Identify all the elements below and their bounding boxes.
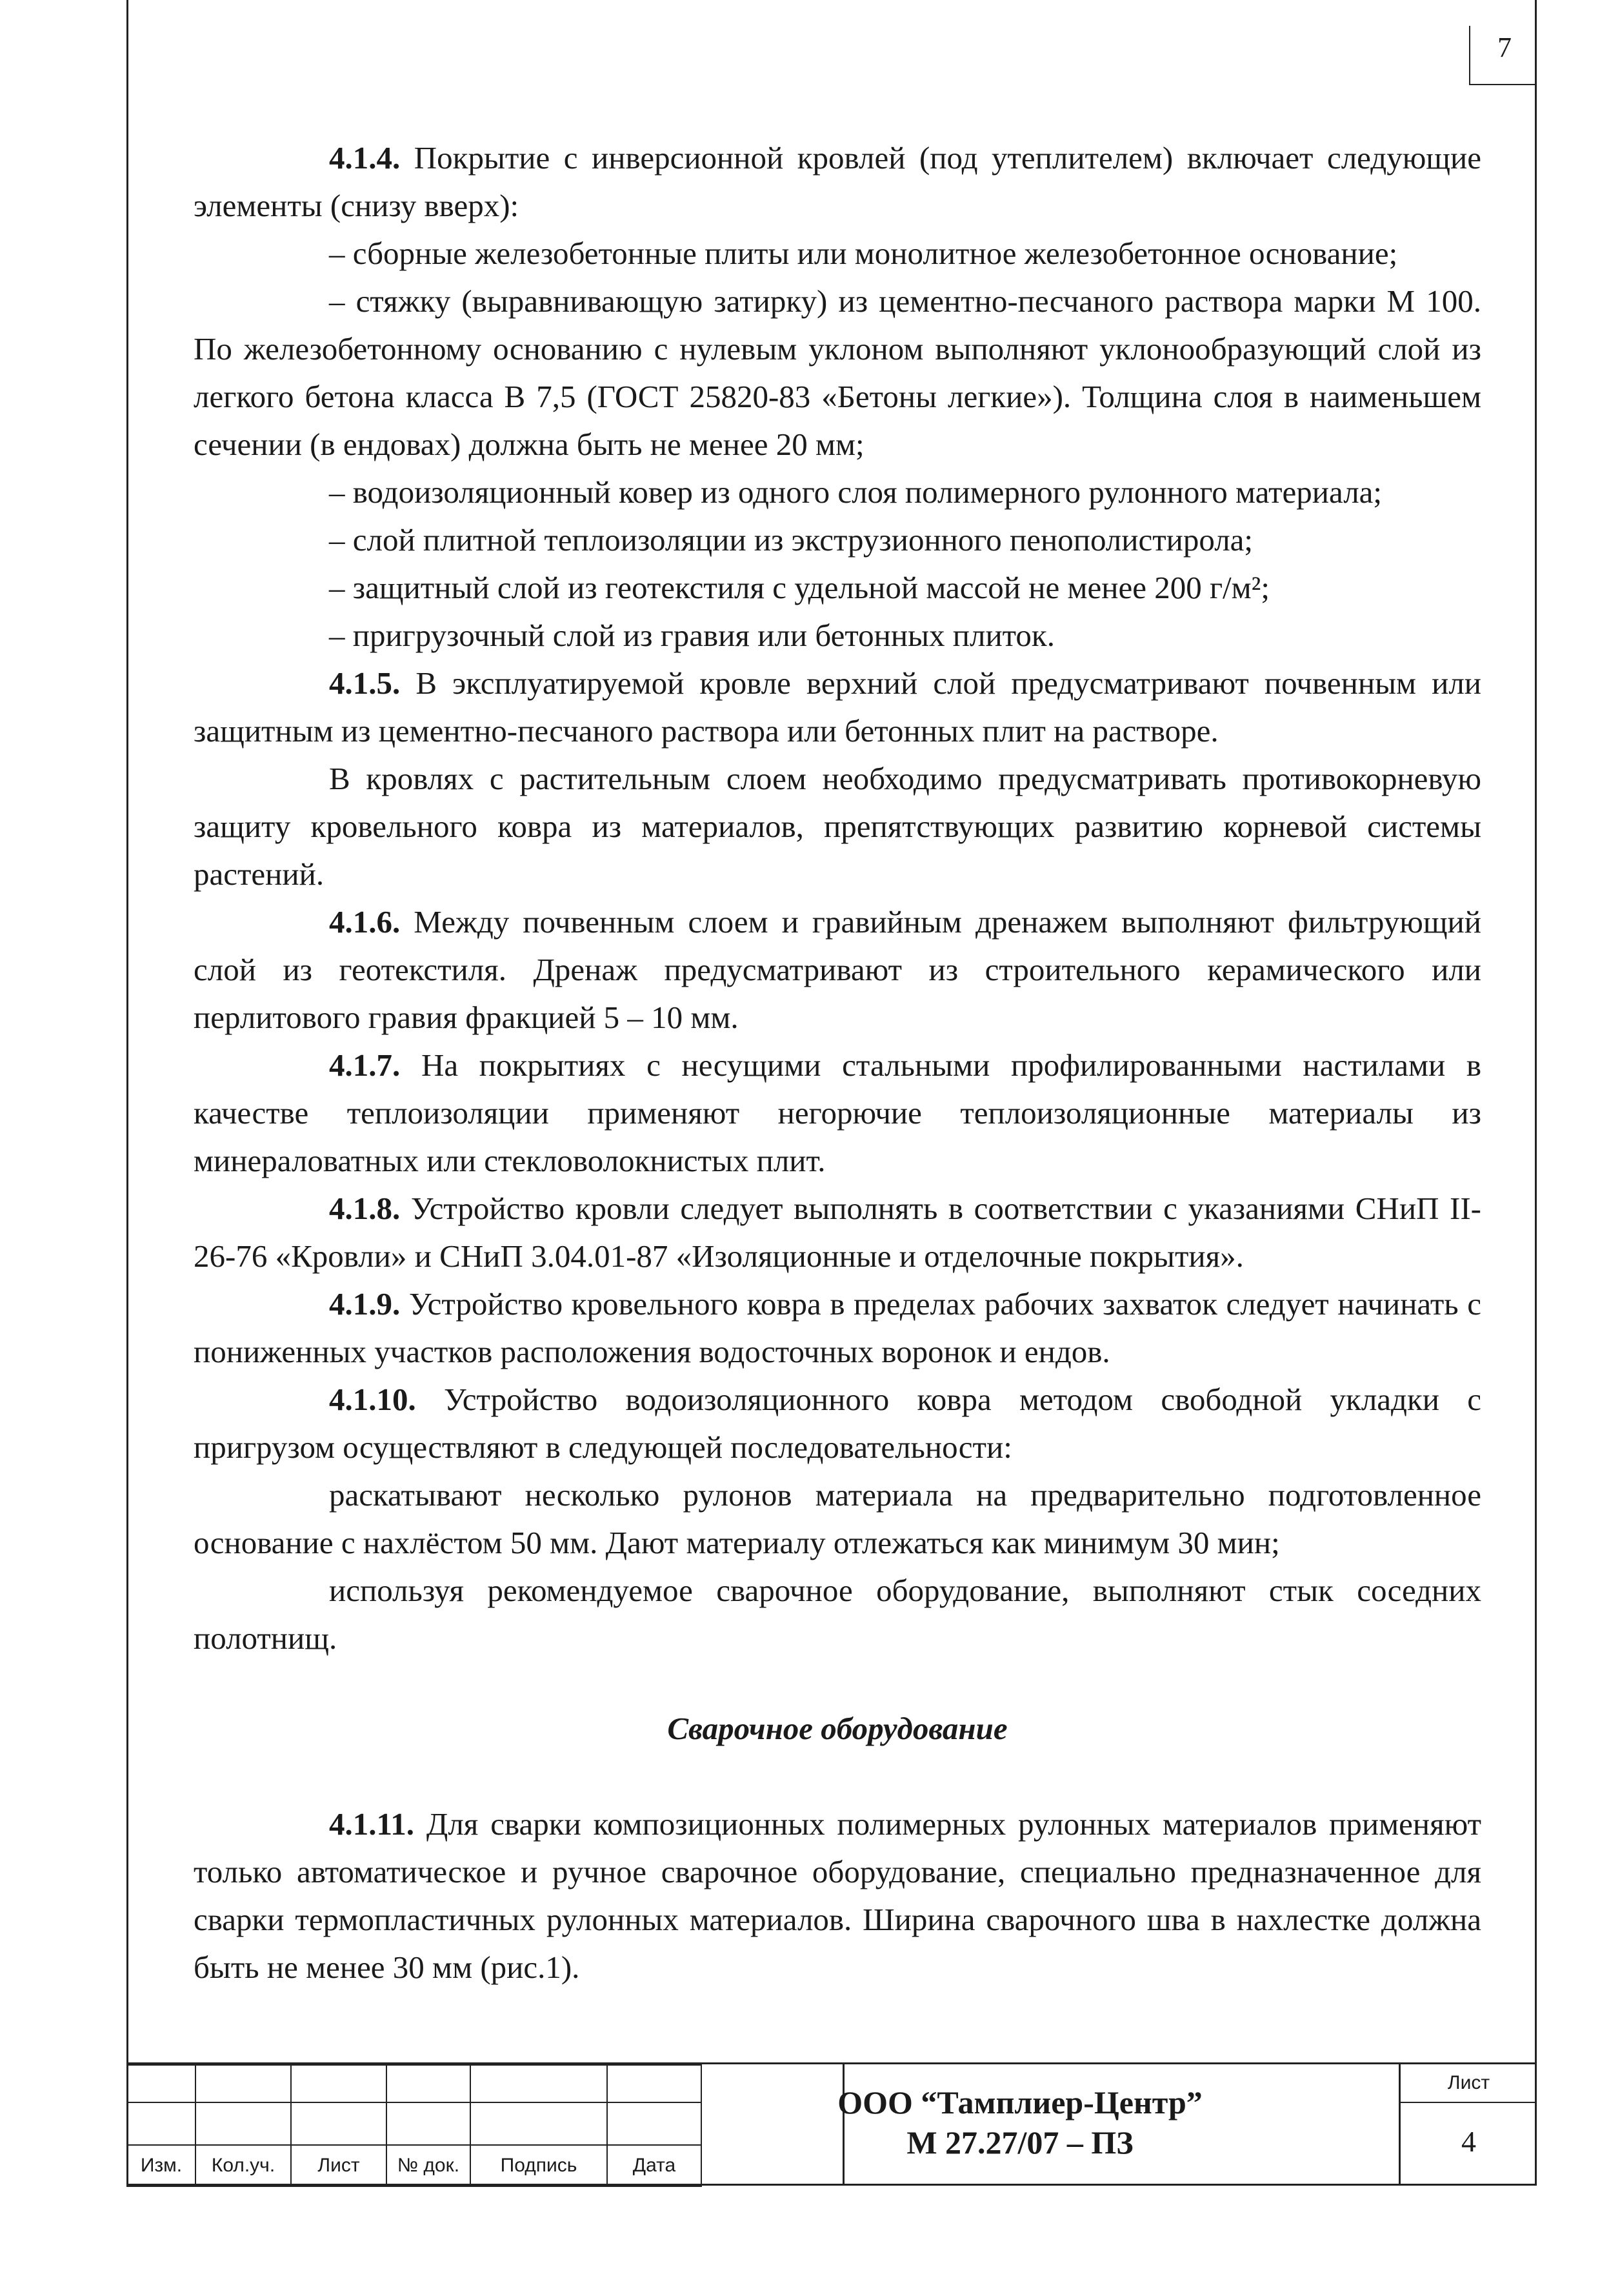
paragraph bbox=[194, 612, 1481, 660]
paragraph bbox=[194, 898, 1481, 1042]
paragraph-text: Между почвенным слоем и гравийным дренажем выполняют фильтрующий слой из геотекстиля. Дренаж предусматривают из строительного керамического или перлитового гравия фракцией 5 – 10 мм. bbox=[194, 904, 1481, 1035]
section-heading: Сварочное оборудование bbox=[667, 1711, 1008, 1746]
clause-number: 4.1.11. bbox=[329, 1806, 415, 1842]
stamp-column-header: Изм. bbox=[127, 2145, 195, 2186]
paragraph-text: В кровлях с растительным слоем необходимо предусматривать противокорневую защиту кровельного ковра из материалов, препятствующих развитию корневой системы растений. bbox=[194, 761, 1481, 892]
paragraph bbox=[194, 468, 1481, 516]
title-block bbox=[126, 2062, 1535, 2186]
paragraph bbox=[194, 134, 1481, 230]
paragraph bbox=[194, 1185, 1481, 1280]
paragraph bbox=[194, 277, 1481, 468]
paragraph-text: Покрытие с инверсионной кровлей (под утеплителем) включает следующие элементы (снизу вверх): bbox=[194, 140, 1481, 223]
paragraphs-before bbox=[194, 134, 1481, 1662]
paragraph-text: Устройство водоизоляционного ковра методом свободной укладки с пригрузом осуществляют в следующей последовательности: bbox=[194, 1382, 1481, 1465]
paragraph-text: используя рекомендуемое сварочное оборудование, выполняют стык соседних полотнищ. bbox=[194, 1573, 1481, 1656]
clause-number: 4.1.9. bbox=[329, 1286, 401, 1322]
paragraph bbox=[194, 1042, 1481, 1185]
paragraph bbox=[194, 564, 1481, 612]
stamp-column-header: Дата bbox=[607, 2145, 701, 2186]
organization-block bbox=[720, 2082, 1320, 2162]
document-body bbox=[194, 134, 1481, 1991]
paragraph bbox=[194, 755, 1481, 898]
clause-number: 4.1.8. bbox=[329, 1191, 401, 1226]
paragraph-text: Устройство кровли следует выполнять в соответствии с указаниями СНиП II-26-76 «Кровли» и СНиП 3.04.01-87 «Изоляционные и отделочные покрытия». bbox=[194, 1191, 1481, 1274]
clause-number: 4.1.6. bbox=[329, 904, 401, 940]
paragraph-text: раскатывают несколько рулонов материала на предварительно подготовленное основание с нахлёстом 50 мм. Дают материалу отлежаться как минимум 30 мин; bbox=[194, 1477, 1481, 1560]
paragraph-text: – водоизоляционный ковер из одного слоя полимерного рулонного материала; bbox=[329, 474, 1383, 510]
paragraph-text: В эксплуатируемой кровле верхний слой предусматривают почвенным или защитным из цементно-песчаного раствора или бетонных плит на растворе. bbox=[194, 665, 1481, 749]
sheet-number: 4 bbox=[1461, 2125, 1476, 2158]
paragraph-text: – защитный слой из геотекстиля с удельной массой не менее 200 г/м²; bbox=[329, 570, 1270, 605]
stamp-column-header: № док. bbox=[386, 2145, 470, 2186]
paragraph bbox=[194, 1800, 1481, 1991]
paragraph-text: На покрытиях с несущими стальными профилированными настилами в качестве теплоизоляции применяют негорючие теплоизоляционные материалы из минераловатных или стекловолокнистых плит. bbox=[194, 1047, 1481, 1178]
paragraph-text: – сборные железобетонные плиты или монолитное железобетонное основание; bbox=[329, 236, 1398, 271]
revision-table bbox=[126, 2064, 702, 2187]
paragraphs-after bbox=[194, 1800, 1481, 1991]
clause-number: 4.1.10. bbox=[329, 1382, 416, 1417]
paragraph bbox=[194, 1567, 1481, 1662]
stamp-column-header: Лист bbox=[291, 2145, 386, 2186]
clause-number: 4.1.7. bbox=[329, 1047, 401, 1083]
clause-number: 4.1.4. bbox=[329, 140, 401, 176]
paragraph-text: – пригрузочный слой из гравия или бетонных плиток. bbox=[329, 618, 1055, 653]
paragraph-text: Устройство кровельного ковра в пределах рабочих захваток следует начинать с пониженных участков расположения водосточных воронок и ендов. bbox=[194, 1286, 1481, 1369]
paragraph-text: Для сварки композиционных полимерных рулонных материалов применяют только автоматическое и ручное сварочное оборудование, специально предназначенное для сварки термопластичных рулонных материалов. Ширина сварочного шва в нахлестке должна быть не менее 30 мм (рис.1). bbox=[194, 1806, 1481, 1985]
sheet-label: Лист bbox=[1401, 2064, 1537, 2103]
paragraph bbox=[194, 1280, 1481, 1376]
page-number: 7 bbox=[1497, 32, 1512, 63]
paragraph bbox=[194, 516, 1481, 564]
paragraph-text: – слой плитной теплоизоляции из экструзионного пенополистирола; bbox=[329, 522, 1254, 558]
paragraph bbox=[194, 660, 1481, 755]
sheet-box bbox=[1399, 2064, 1537, 2186]
paragraph bbox=[194, 1376, 1481, 1471]
document-code: М 27.27/07 – ПЗ bbox=[906, 2124, 1134, 2160]
stamp-column-header: Подпись bbox=[470, 2145, 607, 2186]
paragraph-text: – стяжку (выравнивающую затирку) из цементно-песчаного раствора марки М 100. По железобетонному основанию с нулевым уклоном выполняют уклонообразующий слой из легкого бетона класса В 7,5 (ГОСТ 25820-83 «Бетоны легкие»). Толщина слоя в наименьшем сечении (в ендовах) должна быть не менее 20 мм; bbox=[194, 283, 1481, 462]
stamp-column-header: Кол.уч. bbox=[195, 2145, 291, 2186]
clause-number: 4.1.5. bbox=[329, 665, 401, 701]
paragraph bbox=[194, 230, 1481, 277]
paragraph bbox=[194, 1471, 1481, 1567]
organization-name: ООО “Тамплиер-Центр” bbox=[837, 2084, 1203, 2120]
